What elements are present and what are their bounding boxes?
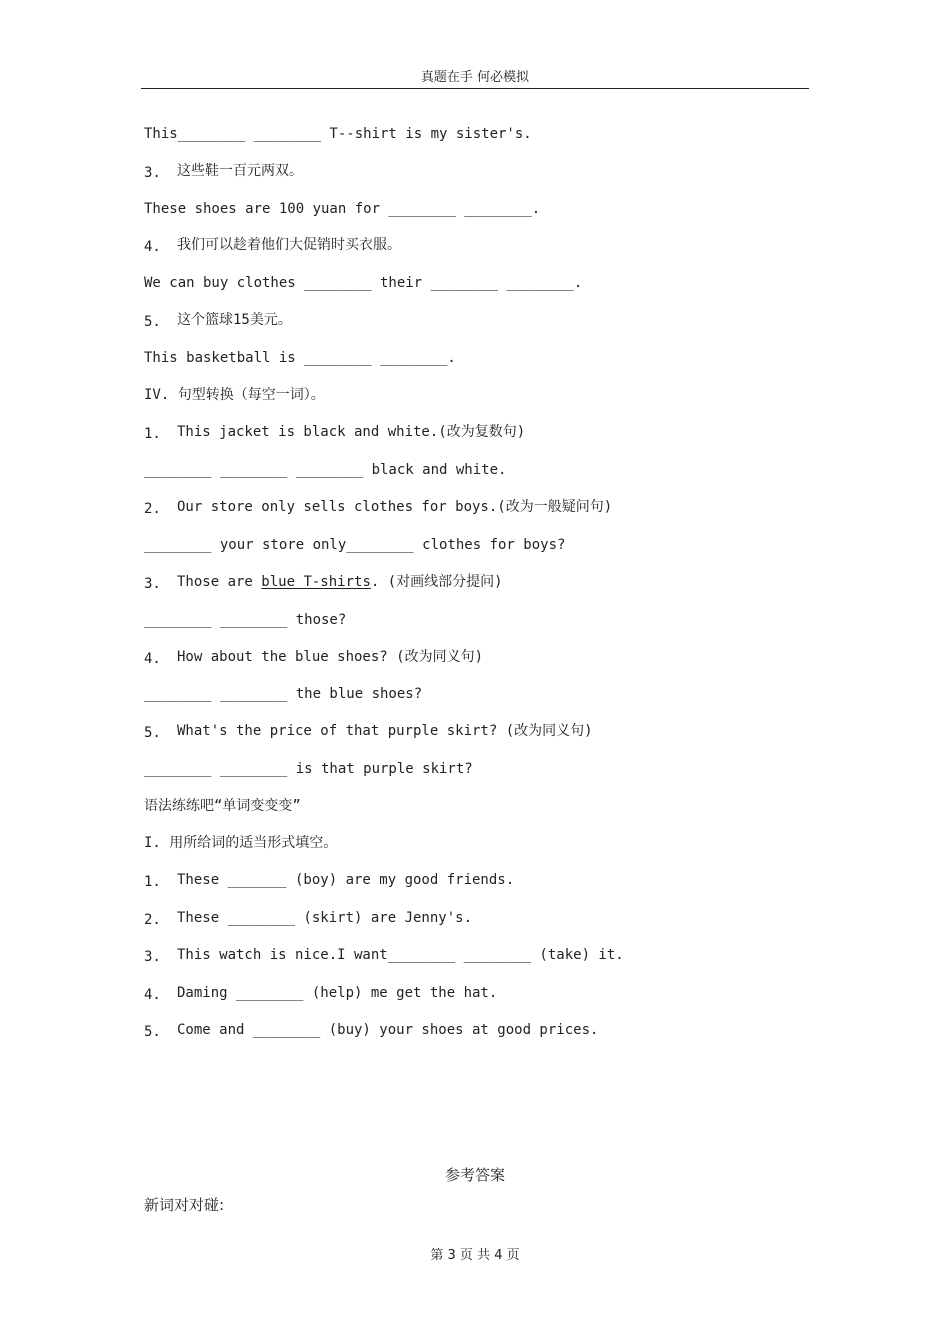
question-number: 3.: [144, 165, 161, 181]
question-number: 1.: [144, 874, 161, 890]
question-number: 4.: [144, 651, 161, 667]
grammar-item-2: [144, 909, 472, 927]
question-4-en: We can buy clothes ________ their ________ ________.: [144, 275, 583, 291]
question-text: This watch is nice.I want________ ________ (take) it.: [177, 947, 624, 963]
underlined-word: T-shirts: [303, 574, 371, 590]
question-text: 这些鞋一百元两双。: [177, 163, 303, 179]
grammar-subsection-title: I. 用所给词的适当形式填空。: [144, 835, 338, 851]
grammar-item-5: [144, 1021, 598, 1039]
question-text: What's the price of that purple skirt? (改为同义句): [177, 723, 593, 739]
answers-first-section: 新词对对碰:: [144, 1196, 225, 1214]
question-text: How about the blue shoes? (改为同义句): [177, 649, 484, 665]
transform-3-question: [144, 573, 503, 591]
header-divider: [141, 88, 809, 89]
transform-5-question: [144, 722, 593, 740]
question-text: These ________ (skirt) are Jenny's.: [177, 910, 473, 926]
question-number: 4.: [144, 987, 161, 1003]
question-number: 2.: [144, 501, 161, 517]
question-number: 2.: [144, 912, 161, 928]
answers-title: 参考答案: [444, 1166, 505, 1184]
section-iv-title: IV. 句型转换（每空一词）。: [144, 387, 325, 403]
question-5-en: This basketball is ________ ________.: [144, 350, 456, 366]
fill-blank-line: This________ ________ T--shirt is my sister's.: [144, 126, 532, 142]
grammar-section-title: 语法练练吧“单词变变变”: [144, 798, 301, 814]
question-text: This jacket is black and white.(改为复数句): [177, 424, 526, 440]
question-text: These _______ (boy) are my good friends.: [177, 872, 515, 888]
question-number: 5.: [144, 725, 161, 741]
underlined-word: blue: [261, 574, 296, 590]
question-number: 5.: [144, 1024, 161, 1040]
question-text: Those are: [177, 574, 262, 590]
transform-3-answer: ________ ________ those?: [144, 612, 347, 628]
grammar-item-4: [144, 984, 497, 1002]
question-3-cn: [144, 162, 303, 180]
transform-1-question: [144, 423, 525, 441]
transform-1-answer: ________ ________ ________ black and white.: [144, 462, 507, 478]
question-number: 4.: [144, 239, 161, 255]
question-text: 我们可以趁着他们大促销时买衣服。: [177, 237, 401, 253]
question-3-en: These shoes are 100 yuan for ________ ________.: [144, 201, 541, 217]
transform-2-answer: ________ your store only________ clothes for boys?: [144, 537, 566, 553]
question-number: 3.: [144, 949, 161, 965]
question-text: . (对画线部分提问): [370, 574, 503, 590]
page-footer: 第 3 页 共 4 页: [430, 1248, 520, 1263]
transform-2-question: [144, 498, 612, 516]
transform-4-question: [144, 648, 483, 666]
question-number: 3.: [144, 576, 161, 592]
question-text: Come and ________ (buy) your shoes at good prices.: [177, 1022, 599, 1038]
transform-5-answer: ________ ________ is that purple skirt?: [144, 761, 473, 777]
transform-4-answer: ________ ________ the blue shoes?: [144, 686, 423, 702]
grammar-item-3: [144, 946, 624, 964]
grammar-item-1: [144, 871, 514, 889]
question-number: 5.: [144, 314, 161, 330]
question-number: 1.: [144, 426, 161, 442]
question-4-cn: [144, 236, 401, 254]
question-text: 这个篮球15美元。: [177, 312, 292, 328]
question-text: Daming ________ (help) me get the hat.: [177, 985, 498, 1001]
question-text: Our store only sells clothes for boys.(改为一般疑问句): [177, 499, 613, 515]
question-5-cn: [144, 311, 292, 329]
page-header: 真题在手 何必模拟: [420, 70, 530, 85]
